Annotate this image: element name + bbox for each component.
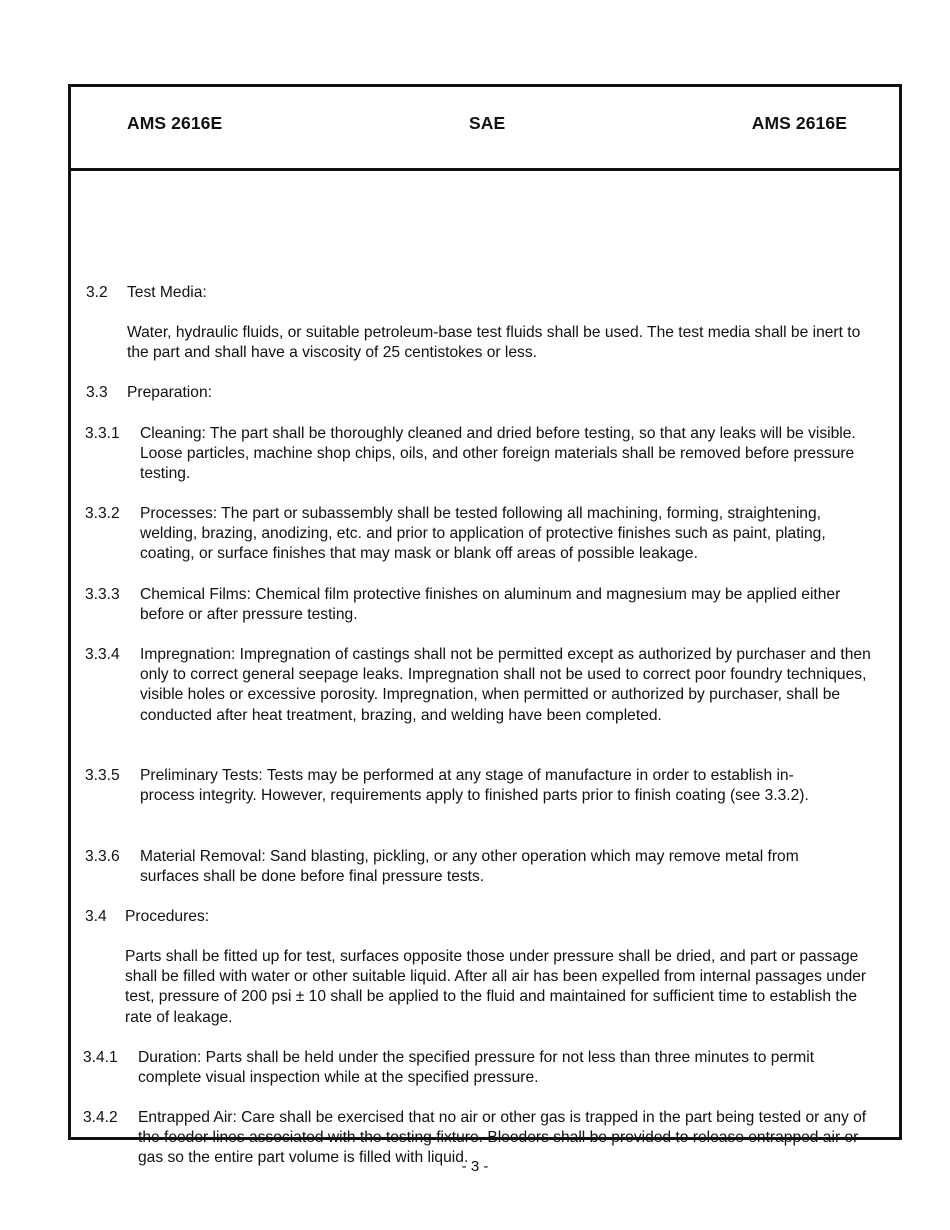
section-number: 3.4 [85,908,107,925]
section-number: 3.4.2 [83,1109,118,1126]
section-paragraph: Impregnation: Impregnation of castings shall not be permitted except as authorized by purchaser and then only to correct general seepage leaks. Impregnation shall not be used to correct poor foundry techniques, visible holes or excessive porosity. Impregnation, when permitted or authorized by purchaser, shall be conducted after heat treatment, brazing, and welding have been completed. [140,646,871,724]
document-body [71,171,899,1167]
section-paragraph: Preliminary Tests: Tests may be performed at any stage of manufacture in order to establish in-process integrity. However, requirements apply to finished parts prior to finish coating (see 3.3.2). [140,767,809,805]
page-header [71,87,899,171]
section-paragraph: Material Removal: Sand blasting, pickling, or any other operation which may remove metal from surfaces shall be done before final pressure tests. [140,848,799,886]
section-number: 3.3.5 [85,767,120,784]
section-number: 3.4.1 [83,1049,118,1066]
section-number: 3.3 [86,384,108,401]
header-organization: SAE [469,113,506,133]
section-paragraph: Processes: The part or subassembly shall be tested following all machining, forming, straightening, welding, brazing, anodizing, etc. and prior to application of protective finishes such as paint, plating, coating, or surface finishes that may mask or blank off areas of possible leakage. [140,505,826,563]
header-doc-code-left: AMS 2616E [127,113,223,133]
header-doc-code-right: AMS 2616E [751,113,847,133]
section-number: 3.3.6 [85,848,120,865]
section-number: 3.3.3 [85,586,120,603]
section-paragraph: Chemical Films: Chemical film protective finishes on aluminum and magnesium may be applied either before or after pressure testing. [140,586,841,624]
section-paragraph: Entrapped Air: Care shall be exercised that no air or other gas is trapped in the part being tested or any of the feeder lines associated with the testing fixture. Bleeders shall be provided to release entrapped air or gas so the entire part volume is filled with liquid. [138,1109,867,1167]
section-paragraph: Parts shall be fitted up for test, surfaces opposite those under pressure shall be dried, and part or passage shall be filled with water or other suitable liquid. After all air has been expelled from internal passages under test, pressure of 200 psi ± 10 shall be applied to the fluid and maintained for sufficient time to establish the rate of leakage. [125,948,867,1026]
section-heading: Preparation: [127,384,212,401]
section-paragraph: Duration: Parts shall be held under the specified pressure for not less than three minutes to permit complete visual inspection while at the specified pressure. [138,1049,815,1087]
section-number: 3.3.1 [85,425,120,442]
document-frame [68,84,902,1167]
section-number: 3.3.2 [85,505,120,522]
section-paragraph: Water, hydraulic fluids, or suitable petroleum-base test fluids shall be used. The test media shall be inert to the part and shall have a viscosity of 25 centistokes or less. [127,324,861,362]
section-paragraph: Cleaning: The part shall be thoroughly cleaned and dried before testing, so that any leaks will be visible. Loose particles, machine shop chips, oils, and other foreign materials shall be removed before pressure testing. [140,425,856,483]
section-heading: Test Media: [127,284,207,301]
section-number: 3.3.4 [85,646,120,663]
section-heading: Procedures: [125,908,210,925]
section-number: 3.2 [86,284,108,301]
page-number: - 3 - [461,1158,489,1175]
